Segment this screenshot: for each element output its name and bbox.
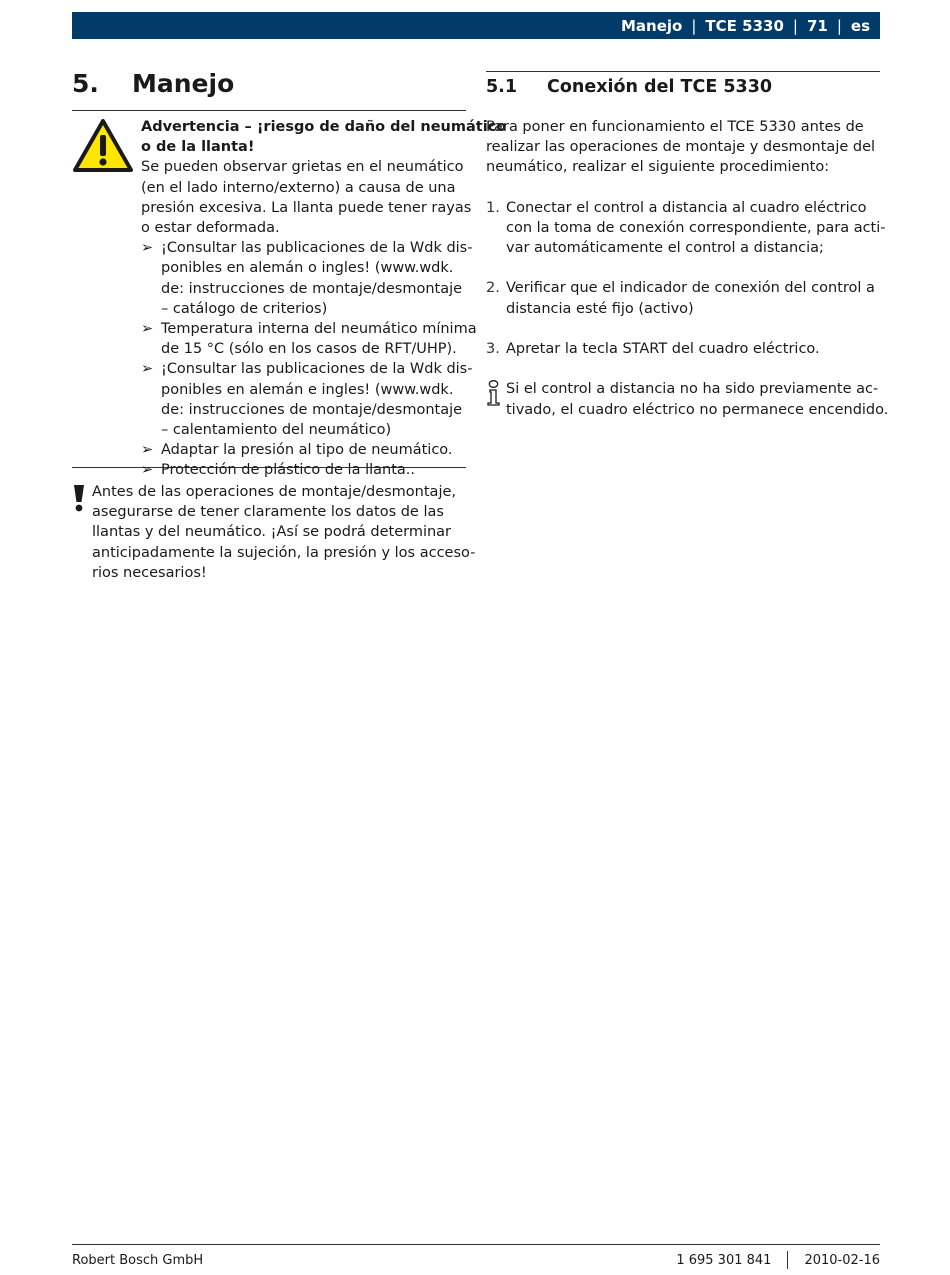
header-language: es	[850, 16, 870, 35]
info-note	[486, 379, 889, 419]
warning-body-line: Se pueden observar grietas en el neumático	[141, 159, 464, 176]
warning-body-line: presión excesiva. La llanta puede tener rayas	[141, 199, 472, 216]
info-icon	[486, 379, 506, 419]
arrow-icon: ➢	[141, 321, 154, 338]
note-line: Antes de las operaciones de montaje/desmontaje,	[92, 484, 457, 500]
exclamation-icon	[72, 482, 92, 583]
arrow-icon: ➢	[141, 442, 154, 459]
header-separator: |	[691, 16, 697, 35]
bullet-line: Protección de plástico de la llanta..	[161, 462, 416, 479]
procedure-step	[486, 198, 886, 259]
footer-vertical-rule	[787, 1251, 788, 1269]
step-line: Verificar que el indicador de conexión del control a	[506, 280, 875, 297]
section-intro	[486, 117, 880, 178]
footer-company: Robert Bosch GmbH	[72, 1252, 204, 1268]
step-line: con la toma de conexión correspondiente, para acti-	[506, 219, 886, 236]
bullet-line: de 15 °C (sólo en los casos de RFT/UHP).	[161, 341, 457, 358]
bullet-line: ponibles en alemán e ingles! (www.wdk.	[161, 381, 454, 398]
warning-box	[72, 110, 507, 479]
chapter-number: 5.	[72, 69, 99, 98]
warning-title-line: Advertencia – ¡riesgo de daño del neumático	[141, 119, 507, 135]
note-line: asegurarse de tener claramente los datos de las	[92, 504, 444, 521]
page-footer	[72, 1250, 880, 1270]
bullet-line: – catálogo de criterios)	[161, 300, 328, 317]
procedure-step	[486, 278, 880, 318]
arrow-icon: ➢	[141, 240, 154, 257]
warning-bullet-list	[141, 238, 506, 480]
page-header	[72, 12, 880, 39]
header-section: Manejo	[621, 16, 683, 35]
footer-divider	[72, 1244, 880, 1245]
warning-body-line: (en el lado interno/externo) a causa de una	[141, 179, 456, 196]
warning-text	[141, 117, 507, 479]
step-line: Conectar el control a distancia al cuadro eléctrico	[506, 199, 867, 216]
bullet-line: ponibles en alemán o ingles! (www.wdk.	[161, 260, 454, 277]
section-title-text: Conexión del TCE 5330	[547, 77, 773, 97]
info-note-text	[506, 379, 888, 419]
section-title	[486, 75, 880, 99]
arrow-icon: ➢	[141, 361, 154, 378]
warning-bullet	[141, 359, 506, 440]
right-column	[486, 60, 889, 420]
intro-line: realizar las operaciones de montaje y desmontaje del	[486, 139, 876, 156]
bullet-line: – calentamiento del neumático)	[161, 422, 392, 439]
step-line: distancia esté fijo (activo)	[506, 300, 694, 317]
note-line: anticipadamente la sujeción, la presión y los acceso-	[92, 544, 476, 561]
bullet-line: Temperatura interna del neumático mínima	[161, 321, 477, 338]
step-line: var automáticamente el control a distancia;	[506, 240, 824, 257]
attention-note	[72, 482, 476, 583]
arrow-icon: ➢	[141, 462, 154, 479]
note-line: rios necesarios!	[92, 564, 207, 581]
section-number: 5.1	[486, 77, 518, 97]
bullet-line: de: instrucciones de montaje/desmontaje	[161, 280, 463, 297]
bullet-line: Adaptar la presión al tipo de neumático.	[161, 442, 453, 459]
chapter-title	[72, 68, 466, 100]
step-line: Apretar la tecla START del cuadro eléctrico.	[506, 341, 820, 357]
footer-meta	[676, 1251, 880, 1269]
info-line: tivado, el cuadro eléctrico no permanece encendido.	[506, 401, 889, 418]
step-number: 1.	[486, 199, 500, 216]
attention-note-text	[92, 482, 475, 583]
step-number: 3.	[486, 341, 500, 357]
footer-doc-number: 1 695 301 841	[676, 1252, 772, 1268]
procedure-steps	[486, 198, 886, 360]
section-divider	[486, 71, 880, 72]
warning-bullet	[141, 319, 506, 359]
warning-body-line: o estar deformada.	[141, 220, 280, 237]
header-page-number: 71	[806, 16, 828, 35]
header-separator: |	[792, 16, 798, 35]
warning-bullet	[141, 238, 506, 319]
procedure-step	[486, 339, 880, 359]
intro-line: neumático, realizar el siguiente procedimiento:	[486, 159, 830, 176]
intro-line: Para poner en funcionamiento el TCE 5330 antes de	[486, 119, 864, 135]
warning-title-line: o de la llanta!	[141, 139, 255, 156]
warning-bullet	[141, 440, 506, 460]
chapter-title-text: Manejo	[132, 69, 235, 98]
warning-bullet	[141, 460, 506, 480]
footer-date: 2010-02-16	[804, 1252, 880, 1268]
bullet-line: de: instrucciones de montaje/desmontaje	[161, 401, 463, 418]
warning-triangle-icon	[72, 117, 141, 467]
step-number: 2.	[486, 280, 500, 297]
note-line: llantas y del neumático. ¡Así se podrá determinar	[92, 524, 452, 541]
bullet-line: ¡Consultar las publicaciones de la Wdk dis-	[161, 361, 473, 378]
info-line: Si el control a distancia no ha sido previamente ac-	[506, 381, 879, 398]
bullet-line: ¡Consultar las publicaciones de la Wdk dis-	[161, 240, 473, 257]
header-product: TCE 5330	[705, 16, 784, 35]
header-separator: |	[836, 16, 842, 35]
